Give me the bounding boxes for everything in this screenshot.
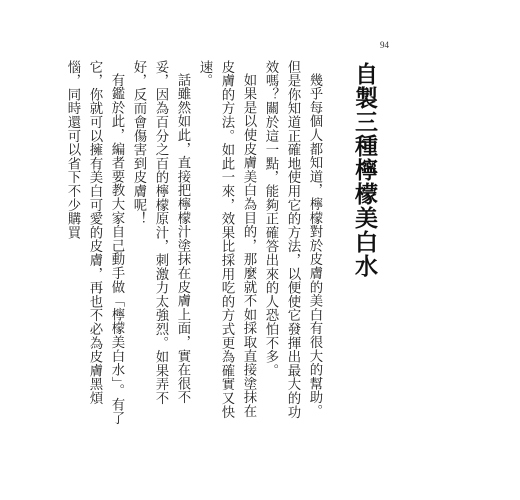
paragraph: 如果是以使皮膚美白為目的，那麼就不如採取直接塗抹在皮膚的方法。如此一來，效果比採用吃的方式更為確實又快速。 — [197, 60, 256, 419]
body-text — [61, 60, 325, 428]
paragraph: 幾乎每個人都知道，檸檬對於皮膚的美白有很大的幫助。但是你知道正確地使用它的方法，以便使它發揮出最大的功效嗎？關於這一點，能夠正確答出來的人恐怕不多。 — [263, 60, 322, 419]
page-number: 94 — [380, 40, 389, 50]
chapter-title: 自製三種檸檬美白水 — [351, 62, 377, 278]
paragraph: 話雖然如此，直接把檸檬汁塗抹在皮膚上面，實在很不妥，因為百分之百的檸檬原汁，刺激力太強烈。如果弄不好，反而會傷害到皮膚呢！ — [131, 60, 190, 405]
paragraph: 有鑑於此，編者要教大家自己動手做「檸檬美白水」。有了它，你就可以擁有美白可愛的皮膚，再也不必為皮膚黑煩惱，同時還可以省下不少購買 — [65, 60, 124, 426]
